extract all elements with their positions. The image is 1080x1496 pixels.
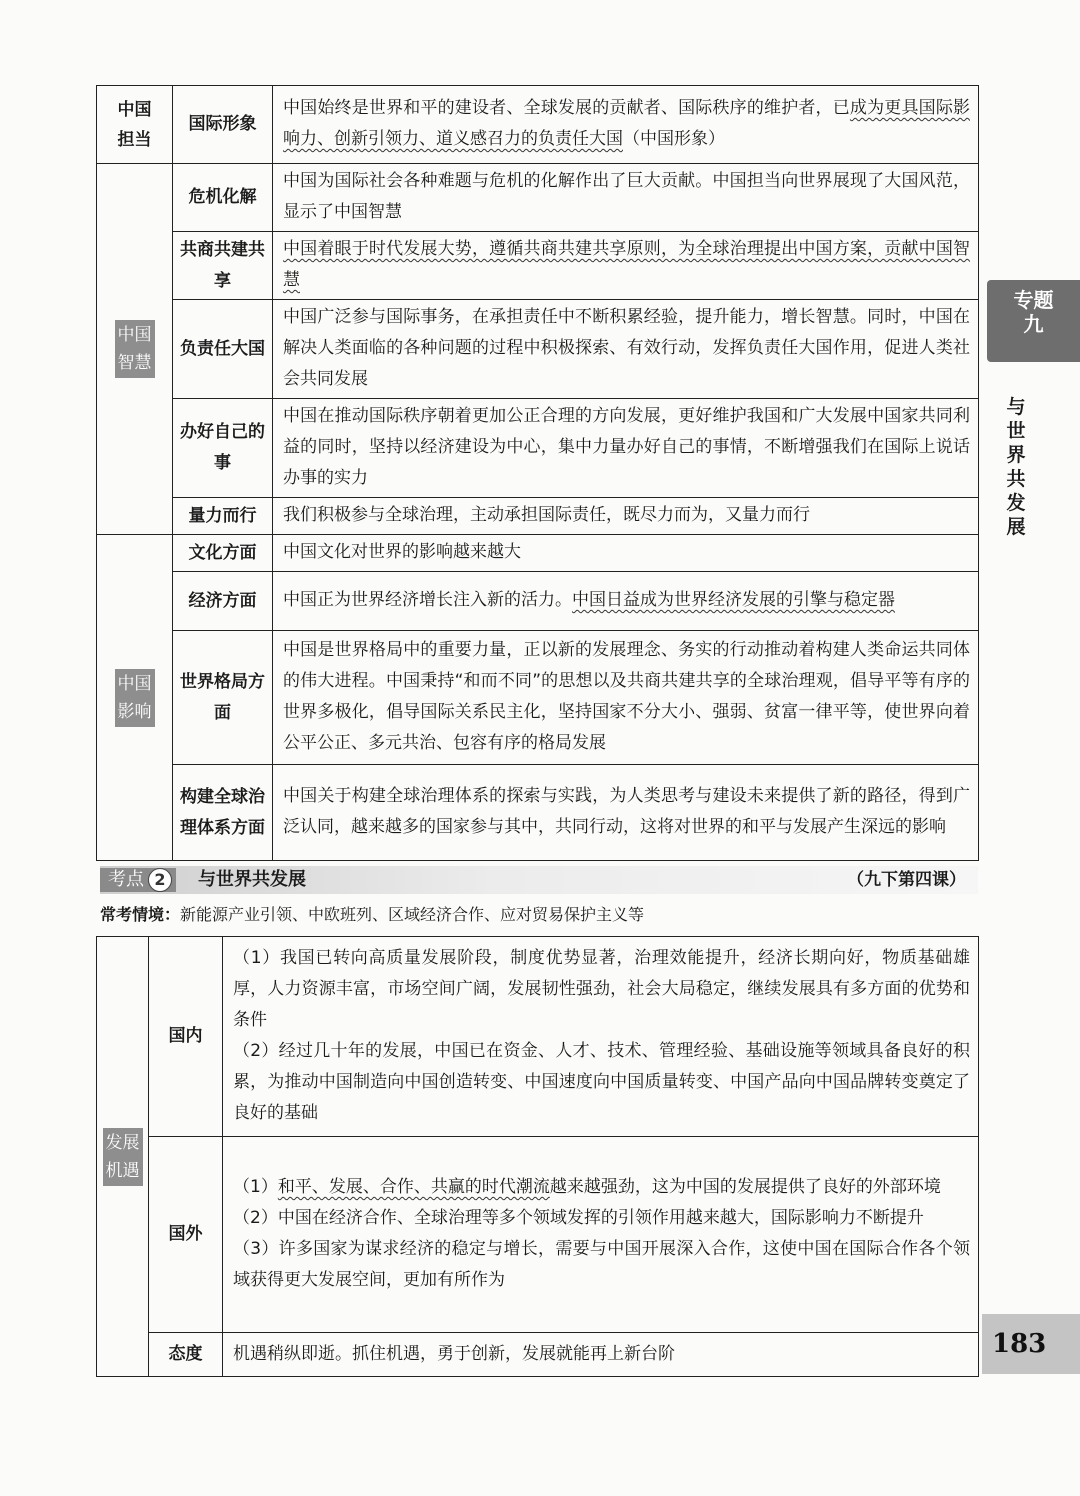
table-row — [97, 86, 979, 164]
section-tag-label: 考点 — [108, 869, 144, 890]
category-label: 中国智慧 — [115, 320, 155, 378]
content-cell — [273, 300, 979, 399]
table-row — [97, 535, 979, 572]
topic-label: 文化方面 — [188, 542, 257, 563]
topic-cell — [173, 399, 273, 498]
text-segment: 中国关于构建全球治理体系的探索与实践，为人类思考与建设未来提供了新的路径，得到广泛认同，越来越多的国家参与其中，共同行动，这将对世界的和平与发展产生深远的影响 — [283, 786, 970, 837]
topic-cell — [173, 300, 273, 399]
text-segment: 中国广泛参与国际事务，在承担责任中不断积累经验，提升能力，增长智慧。同时，中国在解决人类面临的各种问题的过程中积极探索、有效行动，发挥负责任大国作用，促进人类社会共同发展 — [283, 307, 970, 389]
scene-label: 常考情境： — [100, 905, 181, 924]
table-row — [97, 399, 979, 498]
chapter-tab — [987, 280, 1080, 362]
text-segment: 中国在推动国际秩序朝着更加公正合理的方向发展，更好维护我国和广大发展中国家共同利益的同时，坚持以经济建设为中心，集中力量办好自己的事情，不断增强我们在国际上说话办事的实力 — [283, 406, 970, 488]
topic-cell — [173, 572, 273, 631]
text-segment: （2）中国在经济合作、全球治理等多个领域发挥的引领作用越来越大，国际影响力不断提升 — [233, 1208, 924, 1228]
topic-label: 危机化解 — [188, 187, 257, 207]
topic-label: 负责任大国 — [180, 338, 265, 359]
topic-cell — [149, 1333, 223, 1377]
scene-line — [100, 902, 644, 928]
table-row — [97, 300, 979, 399]
chapter-tab-line2: 九 — [1023, 312, 1044, 336]
key-phrase: 中国日益成为世界经济发展的引擎与稳定器 — [572, 590, 895, 610]
topic-cell — [173, 765, 273, 861]
category-label: 中国担当 — [117, 99, 152, 150]
section-number: 2 — [148, 868, 172, 892]
topic-label: 世界格局方面 — [180, 671, 265, 723]
content-cell — [273, 498, 979, 535]
table-row — [97, 498, 979, 535]
category-label: 发展机遇 — [103, 1128, 143, 1186]
category-cell — [97, 937, 149, 1377]
section-title: 与世界共发展 — [198, 869, 306, 890]
category-cell — [97, 164, 173, 535]
content-cell — [223, 1137, 979, 1333]
list-item — [233, 1036, 970, 1129]
key-phrase: 和平、发展、合作、共赢的时代潮流 — [277, 1177, 550, 1197]
topic-label: 办好自己的事 — [180, 422, 265, 473]
section-tag — [100, 868, 176, 892]
key-phrase: 中国着眼于时代发展大势，遵循共商共建共享原则，为全球治理提出中国方案，贡献中国智慧 — [283, 239, 970, 290]
text-segment: （2）经过几十年的发展，中国已在资金、人才、技术、管理经验、基础设施等领域具备良好的积累，为推动中国制造向中国创造转变、中国速度向中国质量转变、中国产品向中国品牌转变奠定了良好的基础 — [233, 1041, 970, 1123]
content-cell — [273, 164, 979, 232]
content-cell — [273, 535, 979, 572]
category-cell — [97, 535, 173, 861]
table-row — [97, 631, 979, 765]
text-segment: （3）许多国家为谋求经济的稳定与增长，需要与中国开展深入合作，这使中国在国际合作各个领域获得更大发展空间，更加有所作为 — [233, 1239, 970, 1290]
text-segment: 越来越强劲，这为中国的发展提供了良好的外部环境 — [549, 1177, 941, 1197]
content-cell — [273, 765, 979, 861]
topic-label: 国外 — [168, 1224, 203, 1244]
topic-cell — [149, 937, 223, 1137]
content-cell — [273, 86, 979, 164]
text-segment: 中国始终是世界和平的建设者、全球发展的贡献者、国际秩序的维护者，已 — [283, 98, 850, 118]
topic-label: 共商共建共享 — [180, 239, 265, 291]
text-segment: （1） — [233, 1177, 278, 1197]
list-item — [233, 1172, 970, 1203]
table-row — [97, 765, 979, 861]
content-cell — [223, 937, 979, 1137]
scene-text: 新能源产业引领、中欧班列、区域经济合作、应对贸易保护主义等 — [180, 905, 645, 924]
content-cell — [273, 572, 979, 631]
topic-cell — [173, 164, 273, 232]
chapter-side-title: 与世界共发展 — [1006, 396, 1026, 538]
list-item — [233, 1203, 970, 1234]
table-row — [97, 164, 979, 232]
topic-label: 国内 — [168, 1026, 203, 1046]
topic-cell — [173, 86, 273, 164]
table-row — [97, 937, 979, 1137]
table-row — [97, 232, 979, 300]
topic-label: 国际形象 — [188, 114, 257, 134]
section-lesson: （九下第四课） — [847, 870, 966, 890]
topic-cell — [173, 535, 273, 572]
text-segment: 中国正为世界经济增长注入新的活力。 — [283, 590, 572, 610]
content-table-1 — [96, 85, 979, 861]
table-row — [97, 572, 979, 631]
category-cell — [97, 86, 173, 164]
topic-label: 量力而行 — [188, 505, 257, 526]
topic-cell — [173, 232, 273, 300]
text-segment: 我们积极参与全球治理，主动承担国际责任，既尽力而为，又量力而行 — [283, 505, 810, 525]
page-number: 183 — [982, 1314, 1080, 1374]
list-item — [233, 1339, 970, 1370]
list-item — [233, 943, 970, 1036]
key-phrase: 成为更具国际影响力、创新引领力、道义感召力的负责任大国 — [283, 98, 970, 149]
content-table-2 — [96, 936, 979, 1377]
content-cell — [273, 232, 979, 300]
topic-label: 经济方面 — [188, 590, 257, 611]
text-segment: 中国是世界格局中的重要力量，正以新的发展理念、务实的行动推动着构建人类命运共同体的伟大进程。中国秉持“和而不同”的思想以及共商共建共享的全球治理观，倡导平等有序的世界多极化，倡导国际关系民主化，坚持国家不分大小、强弱、贫富一律平等，使世界向着公平公正、多元共治、包容有序的格局发展 — [283, 640, 970, 753]
chapter-tab-line1: 专题 — [1013, 288, 1054, 312]
topic-cell — [149, 1137, 223, 1333]
list-item — [233, 1234, 970, 1296]
section-header — [100, 866, 978, 894]
text-segment: 中国文化对世界的影响越来越大 — [283, 542, 521, 562]
topic-label: 态度 — [168, 1344, 203, 1364]
table-row — [97, 1333, 979, 1377]
table-row — [97, 1137, 979, 1333]
topic-label: 构建全球治理体系方面 — [180, 786, 265, 838]
category-label: 中国影响 — [115, 669, 155, 727]
text-segment: （1）我国已转向高质量发展阶段，制度优势显著，治理效能提升，经济长期向好，物质基础雄厚，人力资源丰富，市场空间广阔，发展韧性强劲，社会大局稳定，继续发展具有多方面的优势和条件 — [233, 948, 970, 1030]
content-cell — [223, 1333, 979, 1377]
topic-cell — [173, 631, 273, 765]
content-cell — [273, 399, 979, 498]
text-segment: 机遇稍纵即逝。抓住机遇，勇于创新，发展就能再上新台阶 — [233, 1343, 675, 1364]
topic-cell — [173, 498, 273, 535]
text-segment: 中国为国际社会各种难题与危机的化解作出了巨大贡献。中国担当向世界展现了大国风范，显示了中国智慧 — [283, 171, 970, 222]
text-segment: （中国形象） — [623, 129, 725, 149]
content-cell — [273, 631, 979, 765]
